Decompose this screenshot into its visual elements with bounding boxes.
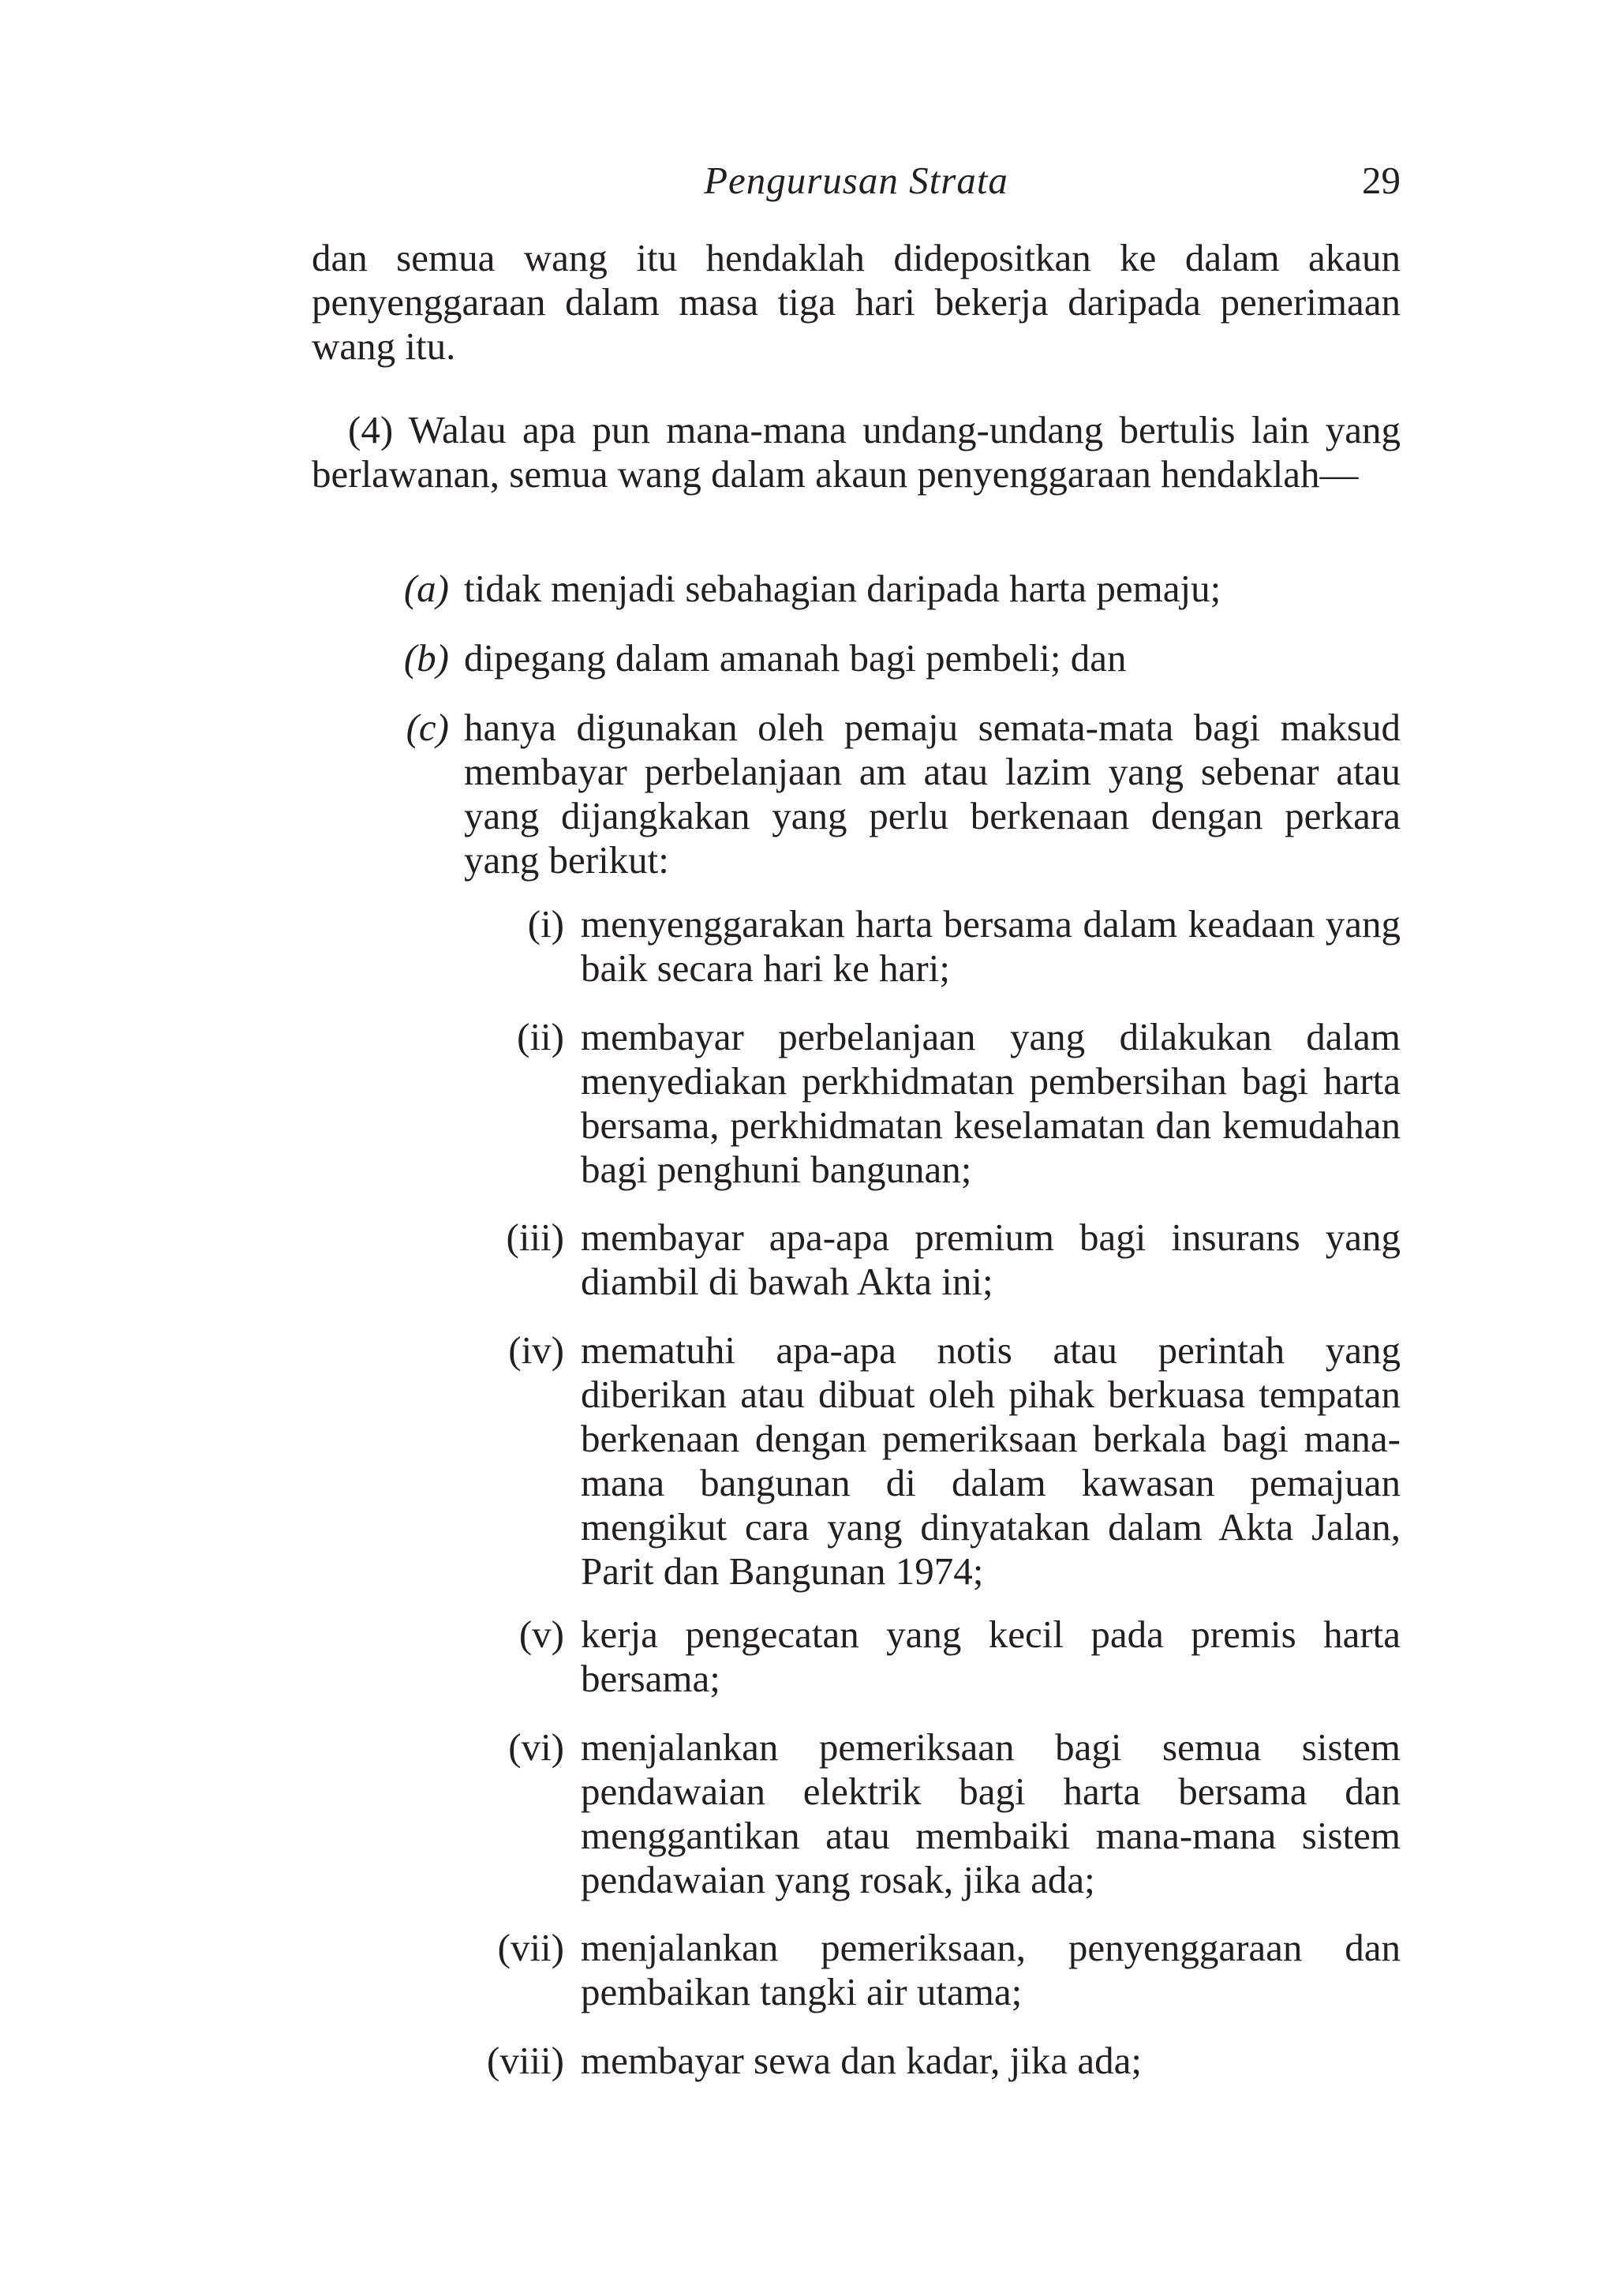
list-marker: (c) xyxy=(406,706,449,749)
list-item-text: membayar sewa dan kadar, jika ada; xyxy=(581,2039,1142,2082)
list-marker: (ii) xyxy=(517,1015,564,1058)
list-marker: (iii) xyxy=(506,1215,564,1259)
list-item-text: tidak menjadi sebahagian daripada harta pemaju; xyxy=(464,567,1221,610)
list-item-text: kerja pengecatan yang kecil pada premis harta bersama; xyxy=(581,1612,1401,1700)
list-marker: (viii) xyxy=(487,2039,564,2082)
continuation-paragraph: dan semua wang itu hendaklah didepositkan ke dalam akaun penyenggaraan dalam masa tiga hari bekerja daripada penerimaan wang itu. xyxy=(312,236,1401,368)
list-marker: (a) xyxy=(403,567,449,610)
list-item-text: menjalankan pemeriksaan, penyenggaraan dan pembaikan tangki air utama; xyxy=(581,1926,1401,2013)
list-item-text: menyenggarakan harta bersama dalam keadaan yang baik secara hari ke hari; xyxy=(581,902,1401,990)
list-marker: (b) xyxy=(403,636,449,680)
header-title: Pengurusan Strata xyxy=(704,159,1008,202)
list-marker: (vii) xyxy=(497,1926,564,1969)
page-number: 29 xyxy=(1362,159,1401,202)
list-marker: (v) xyxy=(518,1612,564,1656)
list-item-text: membayar apa-apa premium bagi insurans yang diambil di bawah Akta ini; xyxy=(581,1215,1401,1303)
list-item-text: mematuhi apa-apa notis atau perintah yang diberikan atau dibuat oleh pihak berkuasa tempatan berkenaan dengan pemeriksaan berkala bagi mana-mana bangunan di dalam kawasan pemajuan mengikut cara yang dinyatakan dalam Akta Jalan, Parit dan Bangunan 1974; xyxy=(581,1328,1401,1593)
list-marker: (vi) xyxy=(508,1725,564,1769)
list-item-text: hanya digunakan oleh pemaju semata-mata bagi maksud membayar perbelanjaan am atau lazim yang sebenar atau yang dijangkakan yang perlu berkenaan dengan perkara yang berikut: xyxy=(464,706,1401,882)
list-item-text: dipegang dalam amanah bagi pembeli; dan xyxy=(464,636,1127,680)
list-item-text: membayar perbelanjaan yang dilakukan dalam menyediakan perkhidmatan pembersihan bagi harta bersama, perkhidmatan keselamatan dan kemudahan bagi penghuni bangunan; xyxy=(581,1015,1401,1191)
list-item-text: menjalankan pemeriksaan bagi semua sistem pendawaian elektrik bagi harta bersama dan menggantikan atau membaiki mana-mana sistem pendawaian yang rosak, jika ada; xyxy=(581,1725,1401,1901)
list-marker: (i) xyxy=(527,902,564,946)
subsection-4-text: (4) Walau apa pun mana-mana undang-undang bertulis lain yang berlawanan, semua wang dalam akaun penyenggaraan hendaklah— xyxy=(312,408,1401,496)
list-marker: (iv) xyxy=(508,1328,564,1372)
running-header xyxy=(312,159,1401,206)
subsection-4-paragraph xyxy=(312,408,1401,496)
